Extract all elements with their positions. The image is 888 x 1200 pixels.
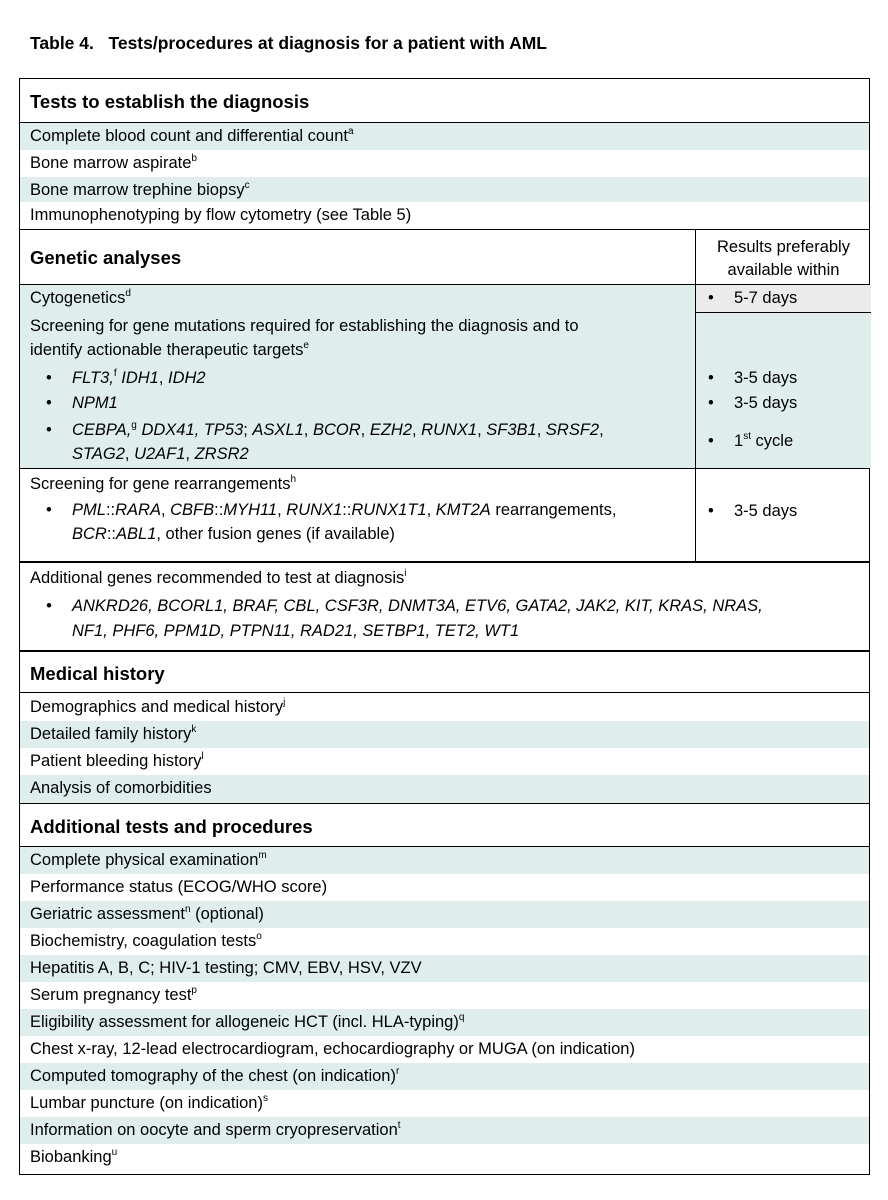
table-row: Biobanking$^u$ <box>20 1144 869 1174</box>
section-diagnosis <box>19 78 870 229</box>
section-header-medical-history: Medical history <box>30 663 165 684</box>
list-item: • 3-5 days <box>734 499 797 523</box>
list-item: • ANKRD26, BCORL1, BRAF, CBL, CSF3R, DNMT3A, ETV6, GATA2, JAK2, KIT, KRAS, NRAS, NF1, PHF6, PPM1D, PTPN11, RAD21, SETBP1, TET2, WT1 <box>72 594 763 644</box>
list-item: • FLT3,$^f$ IDH1, IDH2 <box>72 366 206 390</box>
table-row: Bone marrow trephine biopsy$^c$ <box>20 177 869 204</box>
table-row: Analysis of comorbidities <box>20 775 869 803</box>
list-item: • NPM1 <box>72 391 118 415</box>
table-caption: Table 4. Tests/procedures at diagnosis for a patient with AML <box>30 33 547 53</box>
list-item: • 3-5 days <box>734 391 797 415</box>
table-row: Patient bleeding history$^l$ <box>20 748 869 775</box>
cytogenetics-label: Cytogenetics$^d$ <box>30 288 131 307</box>
list-item: • PML::RARA, CBFB::MYH11, RUNX1::RUNX1T1, KMT2A rearrangements, BCR::ABL1, other fusion genes (if available) <box>72 498 616 546</box>
table-row: Biochemistry, coagulation tests$^o$ <box>20 928 869 955</box>
table-row: Computed tomography of the chest (on indication)$^r$ <box>20 1063 869 1090</box>
table-row: Immunophenotyping by flow cytometry (see Table 5) <box>20 202 869 229</box>
table-row: Eligibility assessment for allogeneic HCT (incl. HLA-typing)$^q$ <box>20 1009 869 1036</box>
table-row: Bone marrow aspirate$^b$ <box>20 150 869 177</box>
section-medical-history <box>19 651 870 803</box>
section-additional-genes <box>19 562 870 651</box>
list-item: • 1st cycle <box>734 429 793 453</box>
table-row: Performance status (ECOG/WHO score) <box>20 874 869 901</box>
table-row: Demographics and medical history$^j$ <box>20 694 869 721</box>
column-header-results: Results preferably available within <box>717 238 850 279</box>
section-header-genetic: Genetic analyses <box>30 247 182 268</box>
table-row: Complete blood count and differential count$^a$ <box>20 123 869 150</box>
list-item: • 3-5 days <box>734 366 797 390</box>
table-row: Detailed family history$^k$ <box>20 721 869 748</box>
table-row: Chest x-ray, 12-lead electrocardiogram, echocardiography or MUGA (on indication) <box>20 1036 869 1063</box>
section-additional-tests <box>19 803 870 1175</box>
section-header-additional-tests: Additional tests and procedures <box>30 816 313 837</box>
table-row: Serum pregnancy test$^p$ <box>20 982 869 1009</box>
table-row: Hepatitis A, B, C; HIV-1 testing; CMV, EBV, HSV, VZV <box>20 955 869 982</box>
table-row: Complete physical examination$^m$ <box>20 847 869 874</box>
section-header-diagnosis: Tests to establish the diagnosis <box>30 91 310 112</box>
additional-genes-label: Additional genes recommended to test at diagnosis$^i$ <box>30 568 407 587</box>
table-row: Lumbar puncture (on indication)$^s$ <box>20 1090 869 1117</box>
cytogenetics-time: • 5-7 days <box>734 285 797 312</box>
screening-mutations-text: Screening for gene mutations required for establishing the diagnosis and to identify actionable therapeutic targets$^e$ <box>30 317 579 359</box>
screening-rearrangements-label: Screening for gene rearrangements$^h$ <box>30 474 297 493</box>
table-row: Information on oocyte and sperm cryopreservation$^t$ <box>20 1117 869 1144</box>
list-item: • CEBPA,$^g$ DDX41, TP53; ASXL1, BCOR, EZH2, RUNX1, SF3B1, SRSF2, STAG2, U2AF1, ZRSR2 <box>72 418 604 466</box>
table-row: Geriatric assessment$^n$ (optional) <box>20 901 869 928</box>
section-genetic <box>19 229 870 562</box>
